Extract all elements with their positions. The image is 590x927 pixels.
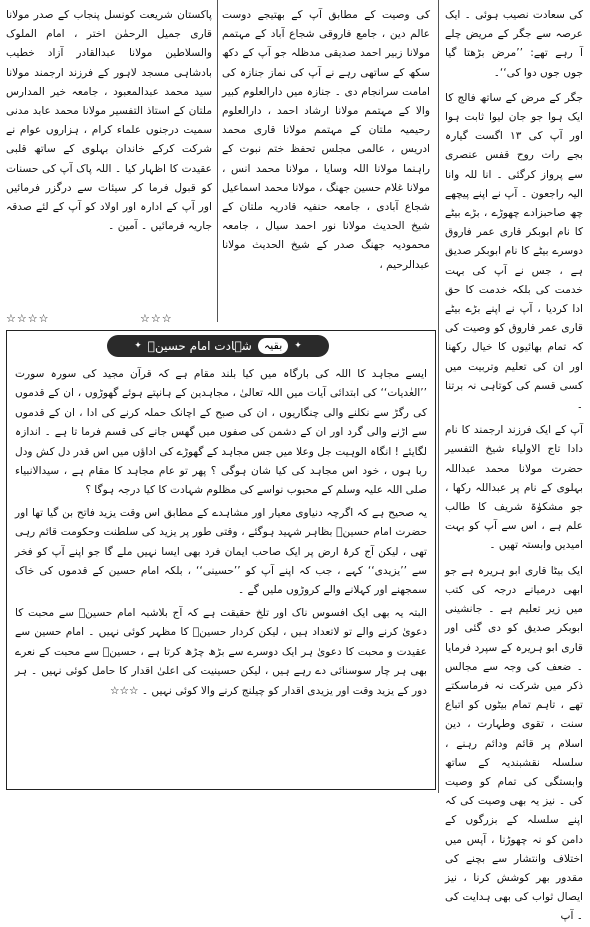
column-left [6, 6, 212, 306]
continuation-banner [107, 335, 329, 357]
column-right-paragraph: کی سعادت نصیب ہوئی ۔ ایک عرصہ سے جگر کے مریض چلے آ رہے تھے: ’’مرض بڑھتا گیا جوں جوں دوا کی‘‘۔ [445, 9, 583, 79]
continuation-paragraph: البتہ یہ بھی ایک افسوس ناک اور تلخ حقیقت ہے کہ آج بلاشبہ امام حسینؓ سے محبت کا دعویٰ کرنے والے تو لاتعداد ہیں ، لیکن کردار حسینؓ کا مظہر کوئی نہیں ۔ امام حسین سے عقیدت و محبت کا دعویٰ ہر ایک دوسرے سے بڑھ چڑھ کرتا ہے ، حسینؓ سے محبت کے نعرے بھی ہر چار سوسنائی دے رہے ہیں ، لیکن حسینیت کی اعلیٰ اقدار کا حامل کوئی نہیں ۔ ہر دور کے یزید وقت اور یزیدی اقدار کو چیلنج کرنے والا کوئی نہیں ۔ ☆☆☆ [15, 606, 427, 697]
column-right-paragraph: آپ کے ایک فرزند ارجمند کا نام دادا تاج الاولیاء شیخ التفسیر حضرت مولانا محمد عبداللہ بہلوی کے نام پر عبداللہ رکھا ، جو مشکوٰۃ شریف کا طالب علم ہے ، اس سے آپ کو بہت امیدیں وابستہ تھیں ۔ [445, 424, 583, 552]
end-stars: ☆☆☆☆ [6, 312, 50, 325]
column-divider [438, 0, 439, 793]
continuation-box [6, 330, 436, 790]
column-left-paragraph: پاکستان شریعت کونسل پنجاب کے صدر مولانا قاری جمیل الرحمٰن اختر ، امام الملوک والسلاطین مولانا عبدالقادر آزاد خطیب بادشاہی مسجد لاہور کے فرزند ارجمند مولانا سید محمد عبدالمعبود ، جامعہ خیر المدارس ملتان کے استاذ التفسیر مولانا محمد عابد مدنی سمیت درجنوں علماء کرام ، ہزاروں عوام نے شرکت کرکے خاندان بہلوی کے ساتھ قلبی عقیدت کا اظہار کیا ۔ اللہ پاک آپ کی حسنات کو قبول فرما کر سیئات سے درگزر فرمائیں اور آپ کے ادارہ اور اولاد کو آپ کے لئے صدقہ جاریہ فرمائیں ۔ آمین ۔ [6, 9, 212, 233]
continuation-label: بقیہ [258, 338, 288, 354]
column-middle-paragraph: کی وصیت کے مطابق آپ کے بھتیجے دوست عالم دین ، جامع فاروقی شجاع آباد کے مہتمم مولانا زبیر احمد صدیقی مدظلہ جو آپ کے دکھ سکھ کے ساتھی رہے نے آپ کی نماز جنازہ کی امامت سرانجام دی ۔ جنازہ میں دارالعلوم کبیر والا کے مہتمم مولانا ارشاد احمد ، دارالعلوم رحیمیہ ملتان کے مہتمم مولانا قاری محمد ادریس ، عالمی مجلس تحفظ ختم نبوت کے راہنما مولانا اللہ وسایا ، مولانا محمد انس ، مولانا غلام حسین جھنگ ، مولانا محمد اسماعیل شجاع آبادی ، جامعہ حنفیہ قادریہ ملتان کے شیخ الحدیث مولانا نور احمد سیال ، جامعہ محمودیہ جھنگ صدر کے شیخ الحدیث مولانا عبدالرحیم ، [222, 9, 430, 271]
column-middle [222, 6, 430, 306]
column-right-paragraph: جگر کے مرض کے ساتھ فالج کا ایک ہوا جو جان لیوا ثابت ہوا اور آپ کی ۱۳ اگست گیارہ بجے رات روح قفس عنصری سے پرواز کرگئی ۔ انا للہ وانا الیہ راجعون ۔ آپ نے اپنے پیچھے چھ صاحبزادے چھوڑے ، بڑے بیٹے کا نام ابوبکر قاری عمر فاروق دوسرے بیٹے کا نام ابوبکر صدیق ہے ، جس نے آپ کی بہت خدمت کی بلکہ خدمت کا حق ادا کردیا ، آپ نے اپنے بڑے بیٹے قاری عمر فاروق کو وصیت کی کہ تمام بھائیوں کا خیال رکھنا اور ان کی تعلیم وتربیت میں کسی قسم کی کوتاہی نہ برتنا ۔ [445, 91, 583, 412]
column-divider [217, 0, 218, 322]
continuation-paragraph: یہ صحیح ہے کہ اگرچہ دنیاوی معیار اور مشاہدے کے مطابق اس وقت یزید فاتح بن گیا تھا اور حضرت امام حسینؓ بظاہر شہید ہوگئے ، وقتی طور پر یزید کی سلطنت وحکومت قائم رہی تھی ، لیکن آج کرۂ ارض پر ایک صاحب ایمان فرد بھی ایسا نہیں ملے گا جو اپنے آپ کو فخر سے ’’یزیدی‘‘ کہے ، جب کہ اپنے آپ کو ’’حسینی‘‘ ، بلکہ امام حسین کے قدموں کی خاک سمجھنے اور کہلانے والے کروڑوں ملیں گے ۔ [15, 506, 427, 597]
continuation-title: شہادت امام حسینؓ [147, 339, 252, 353]
end-stars: ☆☆☆ [140, 312, 173, 325]
continuation-body [15, 365, 427, 704]
column-right [445, 6, 583, 923]
column-right-paragraph: ایک بیٹا قاری ابو ہریرہ ہے جو ابھی درمیانے درجہ کی کتب میں زیر تعلیم ہے ۔ جانشینی ابوبکر صدیق کو دی گئی اور قاری ابو ہریرہ کے سپرد فرمایا ۔ ضعف کی وجہ سے مجالس ذکر میں شرکت نہ فرماسکتے تھے ، تاہم تمام بیٹوں کو اتباع سنت ، تقوی وطہارت ، دین اسلام پر قائم ودائم رہنے ، سلسلہ نقشبندیہ کے ساتھ وابستگی کی تمام کو وصیت کی ۔ نیز یہ بھی وصیت کی کہ اپنے سلسلہ کے بزرگوں کے دامن کو نہ چھوڑنا ، آپس میں اختلاف وانتشار سے بچنے کی مقدور بھر کوشش کرنا ، نیز ایصال ثواب کی بھی ہدایت کی ۔ آپ [445, 564, 583, 923]
ornament-icon: ✦ [294, 341, 302, 351]
ornament-icon: ✦ [134, 341, 142, 351]
continuation-paragraph: ایسے مجاہد کا اللہ کی بارگاہ میں کیا بلند مقام ہے کہ قرآن مجید کی سورہ سورت ’’العٰدیات‘‘ کی ابتدائی آیات میں اللہ تعالیٰ ، مجاہدین کے ہانپتے ہوئے گھوڑوں ، ان کے قدموں کی رگڑ سے نکلنے والی چنگاریوں ، ان کی صبح کے اچانک حملہ کرنے کی ادا ، ان کے قدموں سے اڑنے والی گرد اور ان کے دشمن کی صفوں میں گھس جانے کی قسم فرما تا ہے ۔ اندازہ لگایئے ! انگاہ الوہیت جل وعلا میں جس مجاہد کے گھوڑے کی اداؤں میں اس قدر دل کش ودل ربا ہوں ، خود اس مجاہد کی کیا شان ہوگی ؟ پھر تو عام مجاہد کا مقام ہے ، سیدالانبیاء صلی اللہ علیہ وسلم کے محبوب نواسے کی مظلوم شہادت کا کیا درجہ ہوگا ؟ [15, 368, 427, 497]
